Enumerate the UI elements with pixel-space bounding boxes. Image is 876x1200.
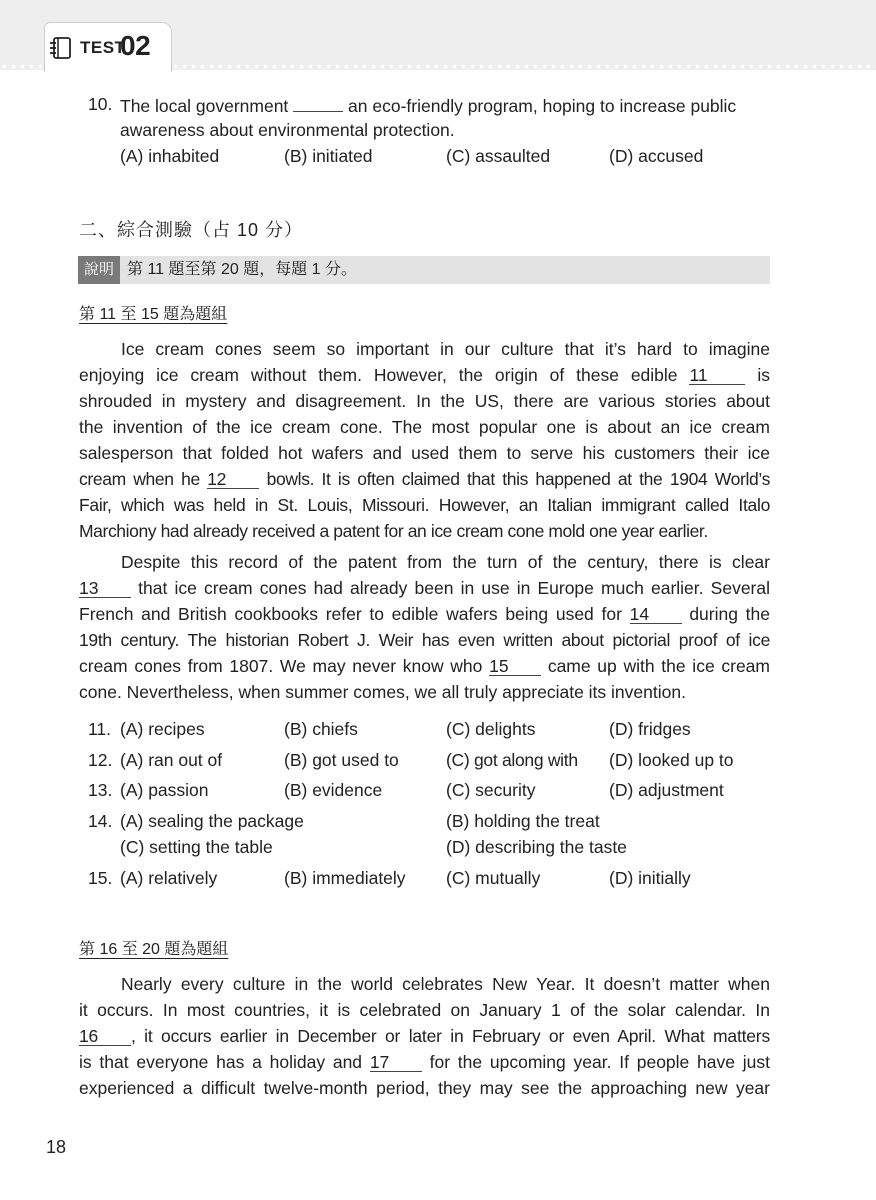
- blank-14: 14: [630, 603, 682, 624]
- q15-option-c: (C) mutually: [446, 868, 541, 888]
- question-15-number: 15.: [88, 868, 113, 888]
- q15-option-b: (B) immediately: [284, 868, 406, 888]
- passage-line: cone. Nevertheless, when summer comes, we all truly appreciate its invention.: [79, 682, 686, 702]
- q12-option-d: (D) looked up to: [609, 750, 734, 770]
- q10-option-a: (A) inhabited: [120, 146, 220, 166]
- q13-option-d: (D) adjustment: [609, 780, 724, 800]
- q11-option-a: (A) recipes: [120, 719, 205, 739]
- passage-line: 13 that ice cream cones had already been in use in Europe much earlier. Several: [79, 578, 770, 598]
- q10-text-a: The local government: [120, 96, 289, 116]
- passage-line: Ice cream cones seem so important in our culture that it’s hard to imagine: [121, 339, 770, 359]
- blank-11: 11: [689, 364, 745, 385]
- blank-13: 13: [79, 577, 131, 598]
- question-10-line1: [120, 91, 736, 119]
- passage-line: Despite this record of the patent from the turn of the century, there is clear: [121, 552, 770, 572]
- q11-option-d: (D) fridges: [609, 719, 691, 739]
- passage-line: cream when he 12 bowls. It is often claimed that this happened at the 1904 World’s: [79, 469, 770, 489]
- passage-1-paragraph-2: [79, 549, 770, 705]
- question-14-number: 14.: [88, 811, 113, 831]
- q11-option-c: (C) delights: [446, 719, 536, 739]
- section-title: 二、綜合測驗（占 10 分）: [79, 220, 304, 240]
- passage-line: Marchiony had already received a patent for an ice cream cone mold one year earlier.: [79, 521, 708, 541]
- test-number: 02: [120, 30, 151, 61]
- passage-line: the invention of the ice cream cone. The most popular one is about an ice cream: [79, 417, 770, 437]
- question-10-number: 10.: [88, 94, 113, 114]
- q13-option-b: (B) evidence: [284, 780, 383, 800]
- group-16-20-title: 第 16 至 20 題為題組: [79, 941, 229, 958]
- passage-line: Fair, which was held in St. Louis, Missouri. However, an Italian immigrant called Italo: [79, 495, 770, 515]
- passage-1-paragraph-1: [79, 336, 770, 544]
- book-icon: [48, 35, 74, 61]
- passage-2-paragraph-1: [79, 971, 770, 1101]
- q12-option-c: (C) got along with: [446, 750, 578, 770]
- q10-blank: [293, 91, 343, 112]
- blank-12: 12: [207, 468, 259, 489]
- passage-line: 19th century. The historian Robert J. Weir has even written about pictorial proof of ice: [79, 630, 770, 650]
- passage-line: is that everyone has a holiday and 17 for the upcoming year. If people have just: [79, 1052, 770, 1072]
- passage-line: French and British cookbooks refer to edible wafers being used for 14 during the: [79, 604, 770, 624]
- instruction-tag: 說明: [78, 256, 120, 284]
- passage-line: experienced a difficult twelve-month period, they may see the approaching new year: [79, 1078, 770, 1098]
- page-number: 18: [46, 1137, 67, 1157]
- q12-option-b: (B) got used to: [284, 750, 399, 770]
- q14-option-a: (A) sealing the package: [120, 811, 304, 831]
- passage-line: salesperson that folded hot wafers and used them to serve his customers their ice: [79, 443, 770, 463]
- passage-line: cream cones from 1807. We may never know who 15 came up with the ice cream: [79, 656, 770, 676]
- passage-line: Nearly every culture in the world celebrates New Year. It doesn’t matter when: [121, 974, 770, 994]
- q12-option-a: (A) ran out of: [120, 750, 223, 770]
- q13-option-a: (A) passion: [120, 780, 209, 800]
- question-10-line2: awareness about environmental protection.: [120, 120, 455, 140]
- question-12-number: 12.: [88, 750, 113, 770]
- q15-option-d: (D) initially: [609, 868, 691, 888]
- q13-option-c: (C) security: [446, 780, 536, 800]
- question-13-number: 13.: [88, 780, 113, 800]
- blank-15: 15: [489, 655, 541, 676]
- blank-17: 17: [370, 1051, 422, 1072]
- q14-option-b: (B) holding the treat: [446, 811, 600, 831]
- passage-line: it occurs. In most countries, it is celebrated on January 1 of the solar calendar. In: [79, 1000, 770, 1020]
- instruction-text: 第 11 題至第 20 題，每題 1 分。: [127, 261, 357, 278]
- passage-line: 16 , it occurs earlier in December or later in February or even April. What matters: [79, 1026, 770, 1046]
- q15-option-a: (A) relatively: [120, 868, 218, 888]
- q10-option-c: (C) assaulted: [446, 146, 551, 166]
- passage-line: enjoying ice cream without them. However, the origin of these edible 11 is: [79, 365, 770, 385]
- q14-option-d: (D) describing the taste: [446, 837, 627, 857]
- question-11-number: 11.: [88, 719, 112, 739]
- q14-option-c: (C) setting the table: [120, 837, 273, 857]
- q11-option-b: (B) chiefs: [284, 719, 358, 739]
- q10-option-d: (D) accused: [609, 146, 704, 166]
- q10-option-b: (B) initiated: [284, 146, 373, 166]
- blank-16: 16: [79, 1025, 131, 1046]
- passage-line: shrouded in mystery and disagreement. In the US, there are various stories about: [79, 391, 770, 411]
- group-11-15-title: 第 11 至 15 題為題組: [79, 306, 228, 323]
- q10-text-b: an eco-friendly program, hoping to increase public: [348, 96, 737, 116]
- test-label: TEST: [80, 38, 126, 57]
